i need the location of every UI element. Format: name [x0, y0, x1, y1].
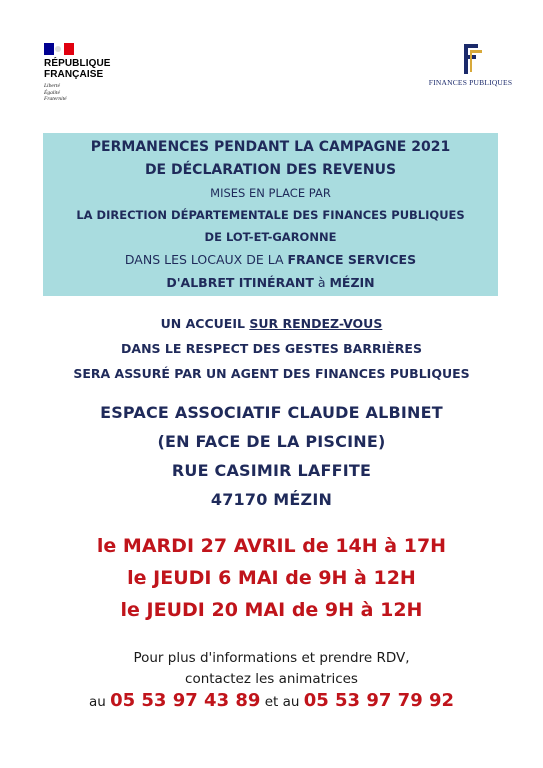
phone-number-2[interactable]: 05 53 97 79 92 [303, 690, 455, 711]
contact-line-2: contactez les animatrices [185, 671, 358, 687]
date-line-1: le MARDI 27 AVRIL de 14H à 17H [96, 535, 447, 557]
republique-line-2: FRANÇAISE [44, 69, 104, 80]
address-line-1: ESPACE ASSOCIATIF CLAUDE ALBINET [100, 403, 443, 422]
motto [44, 83, 124, 103]
phones-middle: et au [260, 694, 304, 710]
accueil-line-1 [0, 316, 543, 331]
title-line-6-bold: FRANCE SERVICES [287, 252, 417, 267]
title-line-7-bold-b: MÉZIN [329, 275, 375, 290]
title-line-6 [43, 252, 498, 267]
title-line-7 [43, 275, 498, 290]
title-box [43, 133, 498, 296]
accueil-line-1-prefix: UN ACCUEIL [160, 316, 250, 331]
phones-prefix: au [88, 694, 111, 710]
address-line-3: RUE CASIMIR LAFFITE [171, 461, 372, 480]
motto-fraternite: Fraternité [44, 96, 67, 102]
motto-egalite: Égalité [44, 89, 60, 96]
accueil-line-3: SERA ASSURÉ PAR UN AGENT DES FINANCES PUBLIQUES [73, 366, 470, 381]
date-line-2: le JEUDI 6 MAI de 9H à 12H [127, 567, 416, 589]
title-line-7-mid: à [313, 275, 330, 290]
title-line-7-bold-a: D'ALBRET ITINÉRANT [166, 275, 314, 290]
title-line-1: PERMANENCES PENDANT LA CAMPAGNE 2021 [90, 139, 451, 155]
accueil-line-1-underlined: SUR RENDEZ-VOUS [249, 316, 383, 331]
accueil-line-2: DANS LE RESPECT DES GESTES BARRIÈRES [121, 341, 422, 356]
title-line-4: LA DIRECTION DÉPARTEMENTALE DES FINANCES PUBLIQUES [76, 208, 465, 222]
marianne-flag-icon [44, 43, 74, 55]
title-line-2: DE DÉCLARATION DES REVENUS [144, 162, 397, 178]
title-line-6-prefix: DANS LES LOCAUX DE LA [124, 252, 288, 267]
date-line-3: le JEUDI 20 MAI de 9H à 12H [120, 599, 423, 621]
republique-line-1: RÉPUBLIQUE [44, 58, 111, 69]
republique-francaise-logo [44, 43, 124, 103]
address-line-4: 47170 MÉZIN [210, 490, 333, 509]
finances-publiques-label: FINANCES PUBLIQUES [428, 78, 513, 87]
title-line-5: DE LOT-ET-GARONNE [204, 230, 337, 244]
motto-liberte: Liberté [44, 83, 60, 89]
contact-phones [0, 690, 543, 711]
contact-line-1: Pour plus d'informations et prendre RDV, [133, 650, 410, 666]
phone-number-1[interactable]: 05 53 97 43 89 [110, 690, 261, 711]
address-line-2: (EN FACE DE LA PISCINE) [157, 432, 386, 451]
finances-publiques-emblem-icon [458, 42, 484, 76]
title-line-3: MISES EN PLACE PAR [210, 186, 331, 200]
finances-publiques-logo [413, 42, 528, 87]
